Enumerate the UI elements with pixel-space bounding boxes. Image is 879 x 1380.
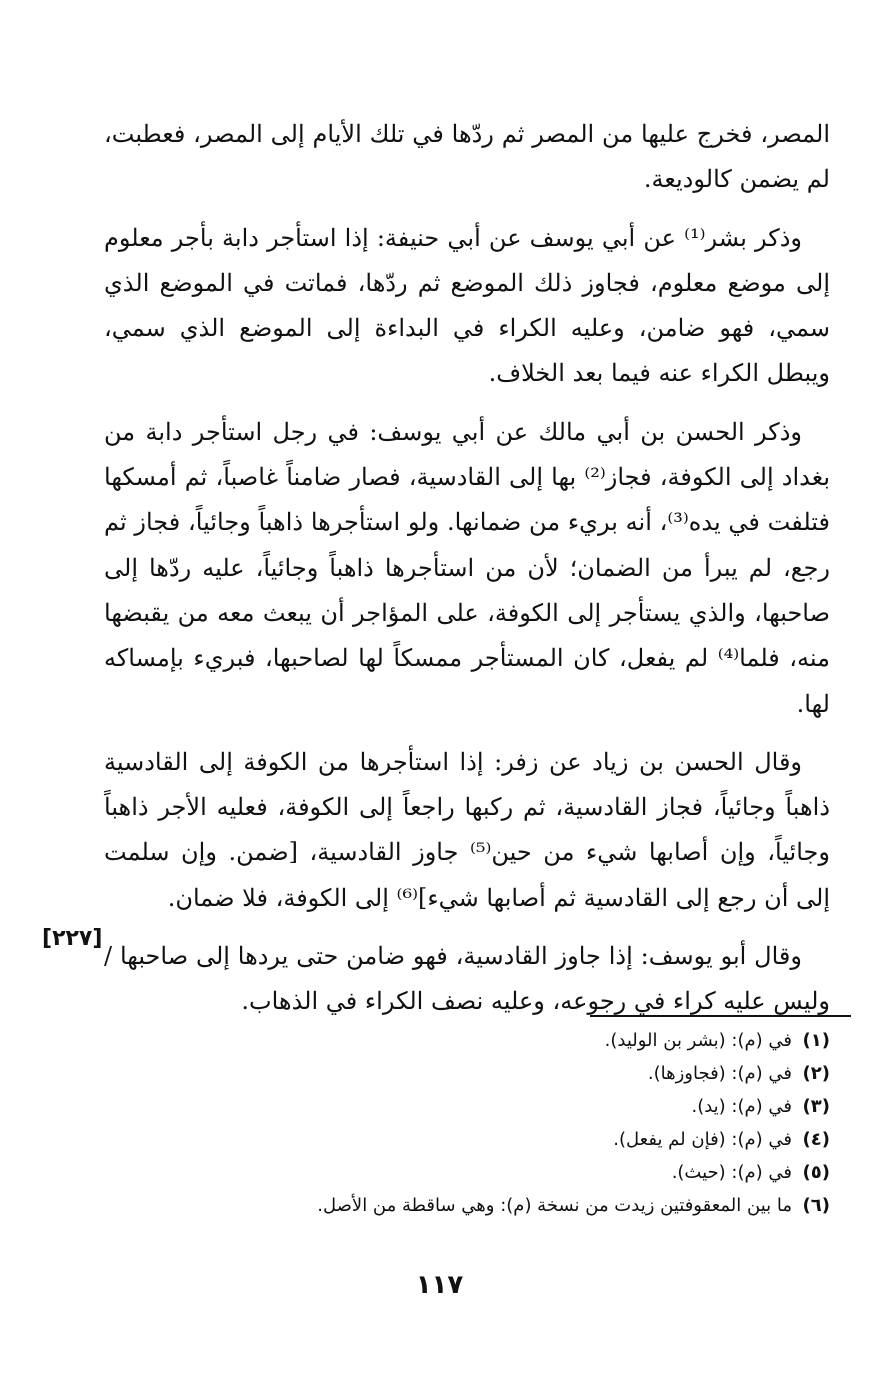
footnote [104, 1156, 830, 1189]
footnote-text: ما بين المعقوفتين زيدت من نسخة (م): وهي ساقطة من الأصل. [317, 1195, 792, 1216]
footnote-number: (٤) [802, 1129, 830, 1150]
footnote [104, 1057, 830, 1090]
paragraph: المصر، فخرج عليها من المصر ثم ردّها في تلك الأيام إلى المصر، فعطبت، لم يضمن كالوديعة. [104, 120, 830, 194]
footnote-number: (١) [802, 1030, 830, 1051]
footnotes [104, 1024, 830, 1222]
footnote-text: في (م): (حيث). [671, 1162, 792, 1183]
manuscript-folio-marker: [٢٢٧] [42, 926, 103, 951]
paragraph: وذكر بشر⁽¹⁾ عن أبي يوسف عن أبي حنيفة: إذا استأجر دابة بأجر معلوم إلى موضع معلوم، فجاوز ذلك الموضع ثم ردّها، فماتت في الموضع الذي سمي، فهو ضامن، وعليه الكراء في البداءة إلى الموضع الذي سمي، ويبطل الكراء عنه فيما بعد الخلاف. [104, 223, 831, 388]
paragraph: وقال أبو يوسف: إذا جاوز القادسية، فهو ضامن حتى يردها إلى صاحبها / وليس عليه كراء في رجوعه، وعليه نصف الكراء في الذهاب. [104, 942, 830, 1016]
footnote-text: في (م): (فجاوزها). [647, 1063, 792, 1084]
footnote-number: (٥) [802, 1162, 830, 1183]
footnote-number: (٦) [802, 1195, 830, 1216]
paragraph: وقال الحسن بن زياد عن زفر: إذا استأجرها من الكوفة إلى القادسية ذاهباً وجائياً، فجاز القادسية، ثم ركبها راجعاً إلى الكوفة، فعليه الأجر ذاهباً وجائياً، وإن أصابها شيء من حين⁽⁵⁾ جاوز القادسية، [ضمن. وإن سلمت إلى أن رجع إلى القادسية ثم أصابها شيء]⁽⁶⁾ إلى الكوفة، فلا ضمان. [104, 747, 831, 912]
footnote-number: (٢) [802, 1063, 830, 1084]
paragraph: وذكر الحسن بن أبي مالك عن أبي يوسف: في رجل استأجر دابة من بغداد إلى الكوفة، فجاز⁽²⁾ بها إلى القادسية، فصار ضامناً غاصباً، ثم أمسكها فتلفت في يده⁽³⁾، أنه بريء من ضمانها. ولو استأجرها ذاهباً وجائياً، فجاز ثم رجع، لم يبرأ من الضمان؛ لأن من استأجرها ذاهباً وجائياً، عليه ردّها إلى صاحبها، والذي يستأجر إلى الكوفة، على المؤاجر أن يبعث معه من يقبضها منه، فلما⁽⁴⁾ لم يفعل، كان المستأجر ممسكاً لها لصاحبها، فبريء بإمساكه لها. [104, 417, 831, 718]
footnote [104, 1024, 830, 1057]
footnote [104, 1090, 830, 1123]
footnote [104, 1189, 830, 1222]
main-text [104, 112, 830, 1038]
footnote-number: (٣) [802, 1096, 830, 1117]
footnote-text: في (م): (بشر بن الوليد). [604, 1030, 792, 1051]
footnote-text: في (م): (فإن لم يفعل). [613, 1129, 792, 1150]
footnote [104, 1123, 830, 1156]
page-number: ١١٧ [415, 1270, 464, 1300]
footnote-text: في (م): (يد). [691, 1096, 792, 1117]
footnote-separator [590, 1015, 851, 1017]
